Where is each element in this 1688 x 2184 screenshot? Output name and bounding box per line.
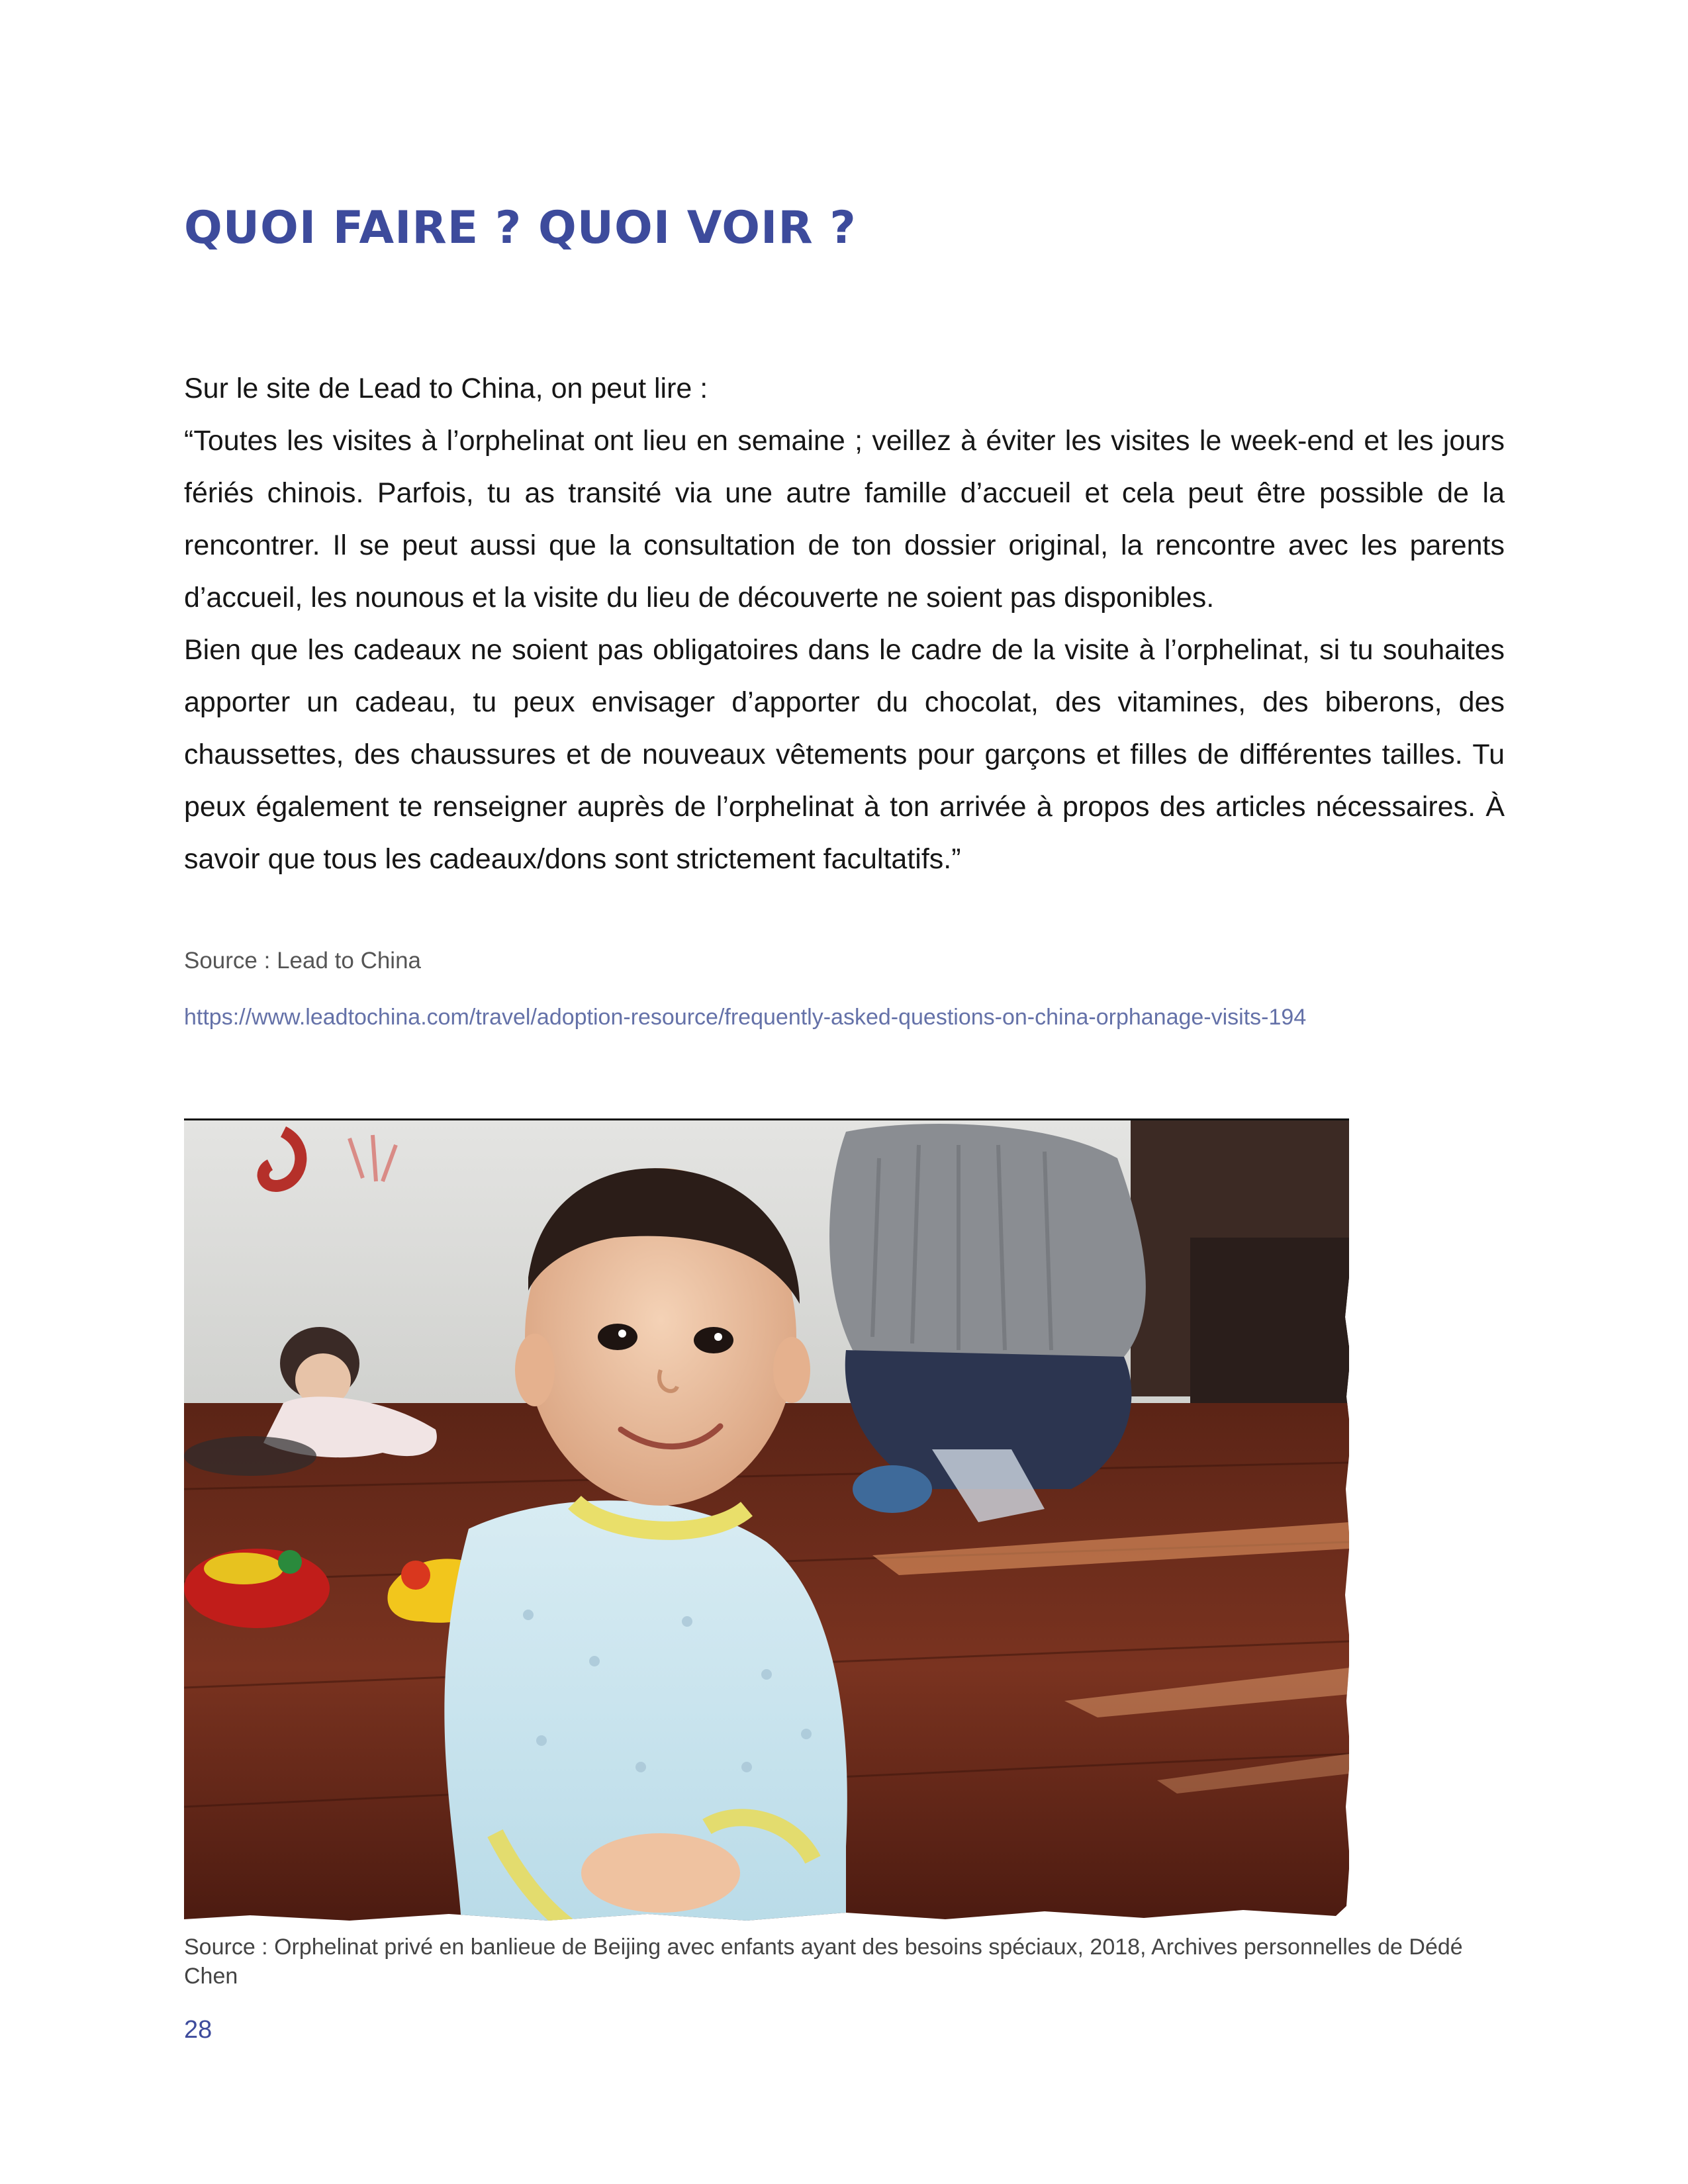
body-text [184, 363, 1505, 886]
source-label: Source : Lead to China [184, 948, 422, 974]
orphanage-photo [184, 1118, 1349, 1927]
page-number: 28 [184, 2016, 212, 2044]
quote-paragraph-2: Bien que les cadeaux ne soient pas obligatoires dans le cadre de la visite à l’orphelinat, si tu souhaites apporter un cadeau, tu peux envisager d’apporter du chocolat, des vitamines, des biberons, des chaussettes, des chaussures et de nouveaux vêtements pour garçons et filles de différentes tailles. Tu peux également te renseigner auprès de l’orphelinat à ton arrivée à propos des articles nécessaires. À savoir que tous les cadeaux/dons sont strictement facultatifs.” [184, 634, 1505, 875]
page-title: QUOI FAIRE ? QUOI VOIR ? [184, 202, 857, 254]
quote-paragraph-1: “Toutes les visites à l’orphelinat ont lieu en semaine ; veillez à éviter les visites le week-end et les jours fériés chinois. Parfois, tu as transité via une autre famille d’accueil et cela peut être possible de la rencontrer. Il se peut aussi que la consultation de ton dossier original, la rencontre avec les parents d’accueil, les nounous et la visite du lieu de découverte ne soient pas disponibles. [184, 425, 1505, 614]
source-link[interactable]: https://www.leadtochina.com/travel/adoption-resource/frequently-asked-questions-on-china-orphanage-visits-194 [184, 1005, 1307, 1030]
intro-line: Sur le site de Lead to China, on peut lire : [184, 373, 708, 404]
photo-caption: Source : Orphelinat privé en banlieue de Beijing avec enfants ayant des besoins spéciaux, 2018, Archives personnelles de Dédé Chen [184, 1934, 1463, 1989]
